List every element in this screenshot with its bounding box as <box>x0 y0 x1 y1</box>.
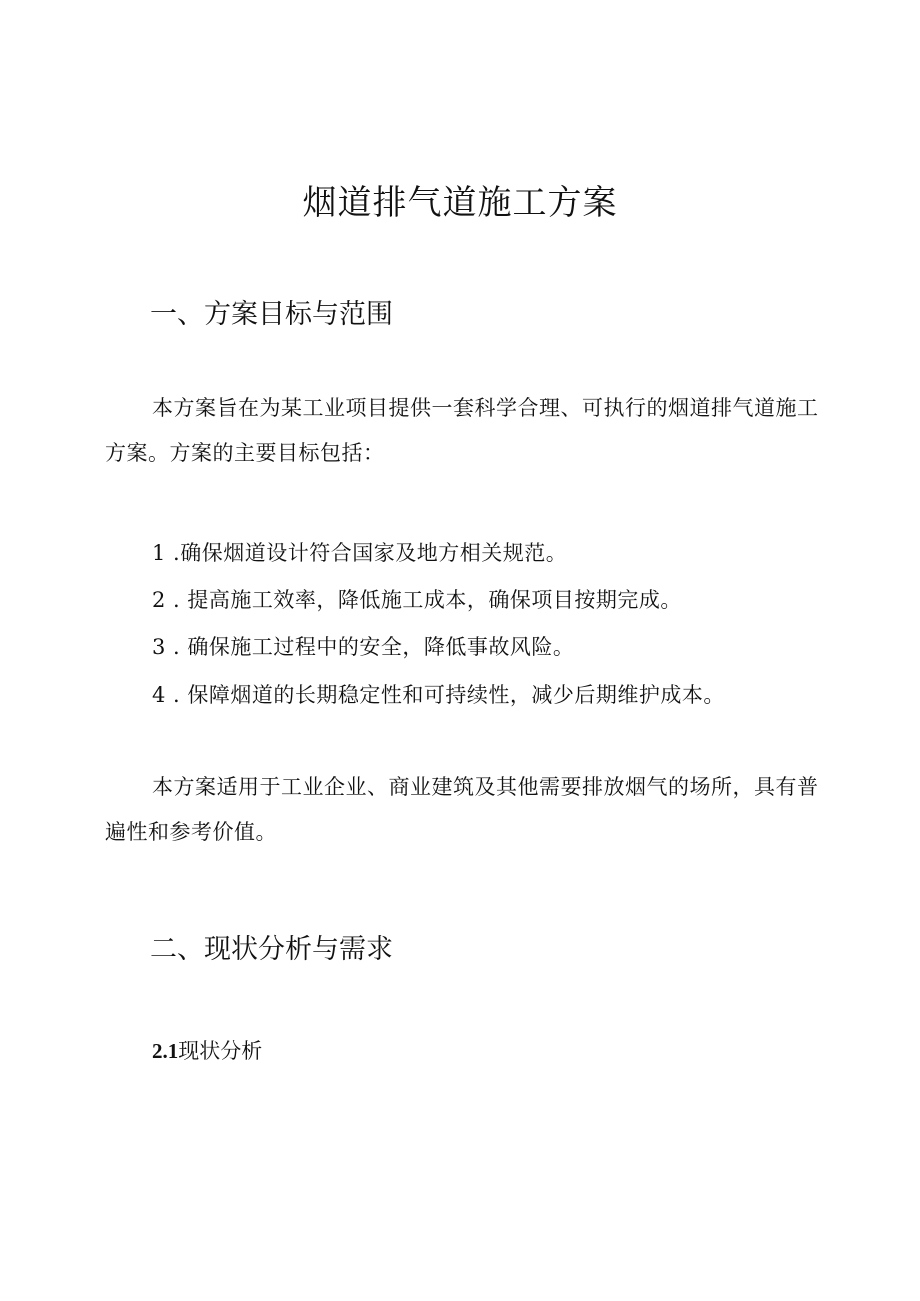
document-title: 烟道排气道施工方案 <box>302 183 618 223</box>
list-item: 4 . 保障烟道的长期稳定性和可持续性，减少后期维护成本。 <box>152 683 725 707</box>
section-1-heading: 一、方案目标与范围 <box>150 299 393 330</box>
subsection-number: 2.1 <box>152 1039 179 1063</box>
list-item: 1 .确保烟道设计符合国家及地方相关规范。 <box>152 541 568 565</box>
section-1-intro: 本方案旨在为某工业项目提供一套科学合理、可执行的烟道排气道施工方案。方案的主要目标包括： <box>105 396 819 465</box>
subsection-title: 现状分析 <box>178 1039 263 1063</box>
section-1-scope: 本方案适用于工业企业、商业建筑及其他需要排放烟气的场所，具有普遍性和参考价值。 <box>105 775 819 844</box>
list-item: 3 . 确保施工过程中的安全，降低事故风险。 <box>152 635 575 659</box>
list-item: 2 . 提高施工效率，降低施工成本，确保项目按期完成。 <box>152 588 682 612</box>
section-2-heading: 二、现状分析与需求 <box>150 934 393 965</box>
subsection-2-1-heading <box>152 1035 262 1065</box>
